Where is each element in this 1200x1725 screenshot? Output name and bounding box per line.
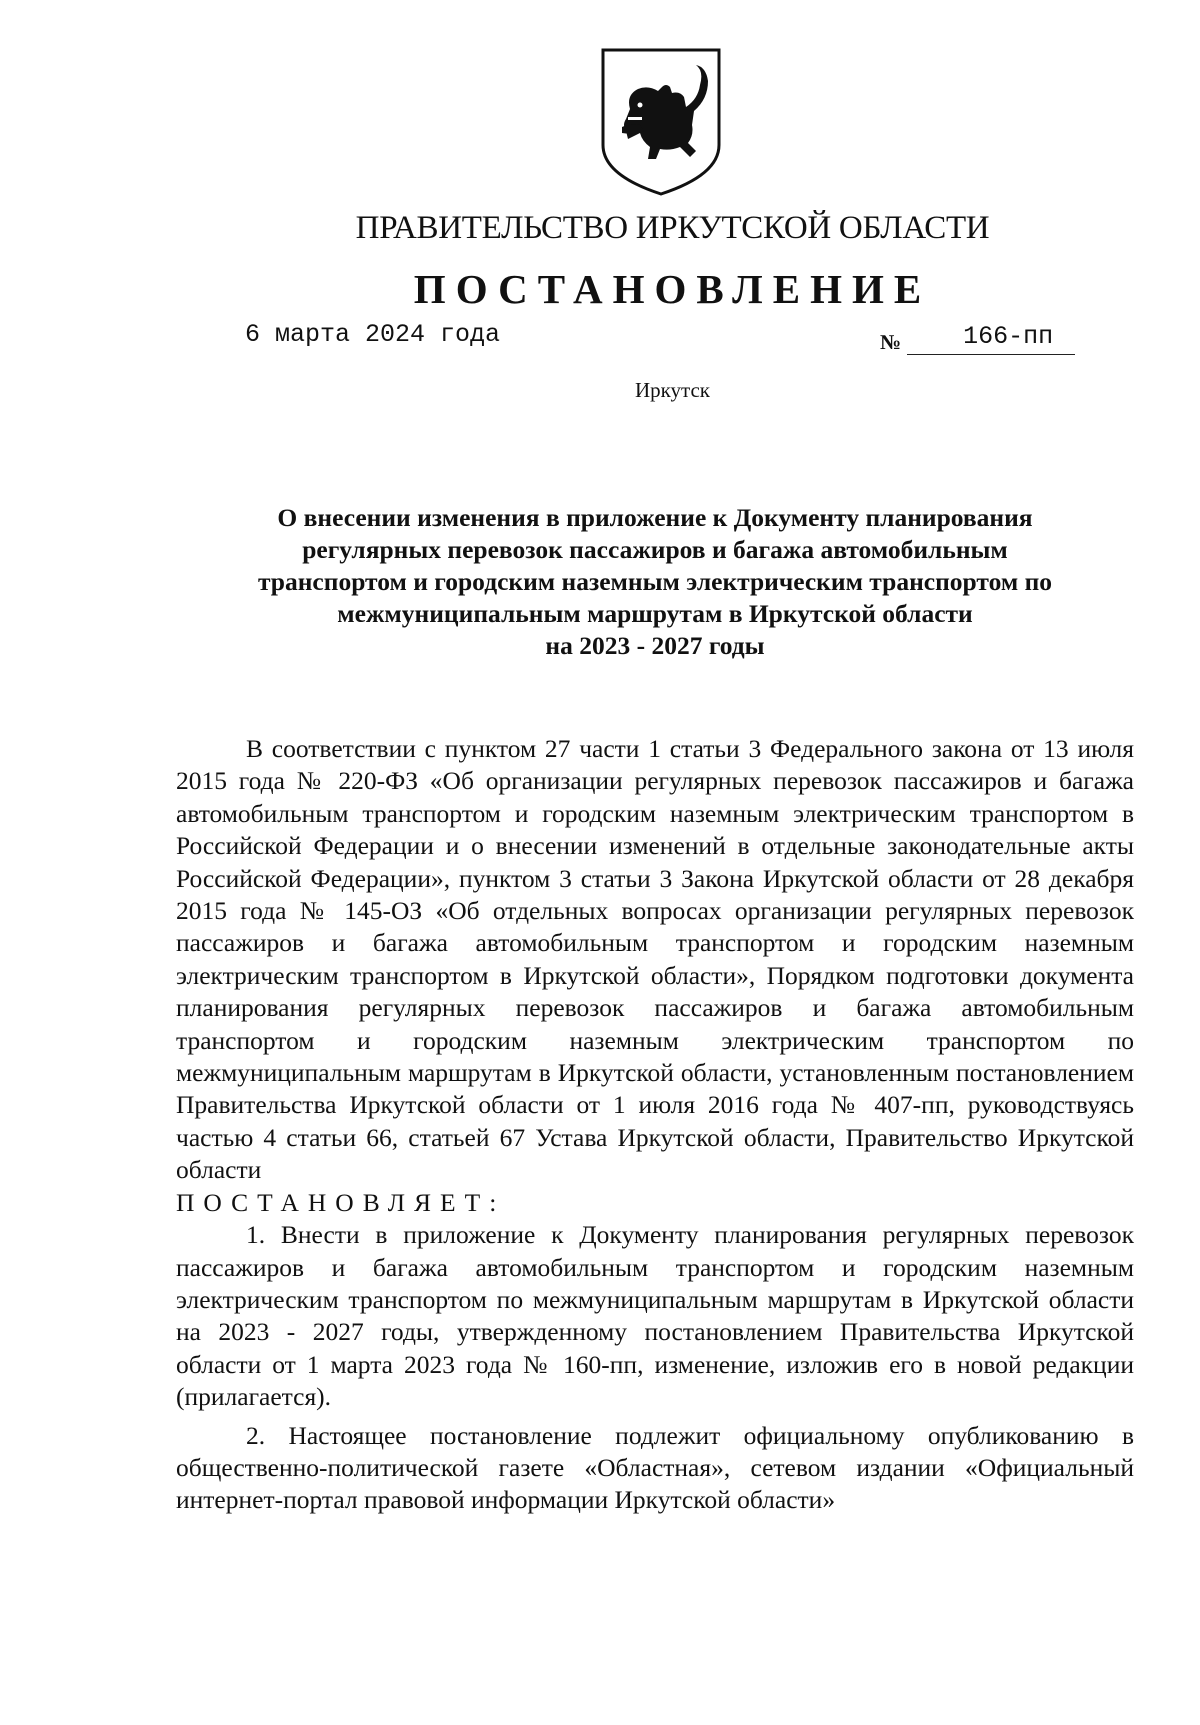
decree-word: ПОСТАНОВЛЯЕТ: bbox=[176, 1187, 506, 1217]
document-body bbox=[176, 733, 1134, 1517]
coat-of-arms-icon bbox=[600, 47, 722, 197]
document-number-block bbox=[880, 320, 1075, 355]
item-1-paragraph: 1. Внести в приложение к Документу планирования регулярных перевозок пассажиров и багажа автомобильным транспортом и городским наземным электрическим транспортом по межмуниципальным маршрутам в Иркутской области на 2023 - 2027 годы, утвержденному постановлением Правительства Иркутской области от 1 марта 2023 года № 160-пп, изменение, изложив его в новой редакции (прилагается). bbox=[176, 1220, 1134, 1412]
city-name: Иркутск bbox=[634, 378, 711, 402]
document-date: 6 марта 2024 года bbox=[245, 320, 501, 349]
title-line: регулярных перевозок пассажиров и багажа автомобильным bbox=[302, 535, 1008, 564]
government-name: ПРАВИТЕЛЬСТВО ИРКУТСКОЙ ОБЛАСТИ bbox=[355, 210, 990, 246]
document-number: 166-пп bbox=[907, 320, 1075, 355]
document-type-heading: ПОСТАНОВЛЕНИЕ bbox=[413, 266, 932, 312]
title-line: межмуниципальным маршрутам в Иркутской области bbox=[337, 599, 973, 628]
number-sign: № bbox=[880, 330, 902, 354]
title-line: О внесении изменения в приложение к Документу планирования bbox=[277, 503, 1033, 532]
item-2-paragraph: 2. Настоящее постановление подлежит официальному опубликованию в общественно-политической газете «Областная», сетевом издании «Официальный интернет-портал правовой информации Иркутской области» bbox=[176, 1420, 1134, 1515]
title-line: на 2023 - 2027 годы bbox=[545, 631, 765, 660]
title-line: транспортом и городским наземным электрическим транспортом по bbox=[257, 567, 1053, 596]
document-title bbox=[180, 502, 1130, 662]
preamble-paragraph: В соответствии с пунктом 27 части 1 статьи 3 Федерального закона от 13 июля 2015 года № 220-ФЗ «Об организации регулярных перевозок пассажиров и багажа автомобильным транспортом и городским наземным электрическим транспортом в Российской Федерации и о внесении изменений в отдельные законодательные акты Российской Федерации», пунктом 3 статьи 3 Закона Иркутской области от 28 декабря 2015 года № 145-ОЗ «Об отдельных вопросах организации регулярных перевозок пассажиров и багажа автомобильным транспортом и городским наземным электрическим транспортом в Иркутской области», Порядком подготовки документа планирования регулярных перевозок пассажиров и багажа автомобильным транспортом и городским наземным электрическим транспортом по межмуниципальным маршрутам в Иркутской области, установленным постановлением Правительства Иркутской области от 1 июля 2016 года № 407-пп, руководствуясь частью 4 статьи 66, статьей 67 Устава Иркутской области, Правительство Иркутской области bbox=[176, 734, 1134, 1185]
